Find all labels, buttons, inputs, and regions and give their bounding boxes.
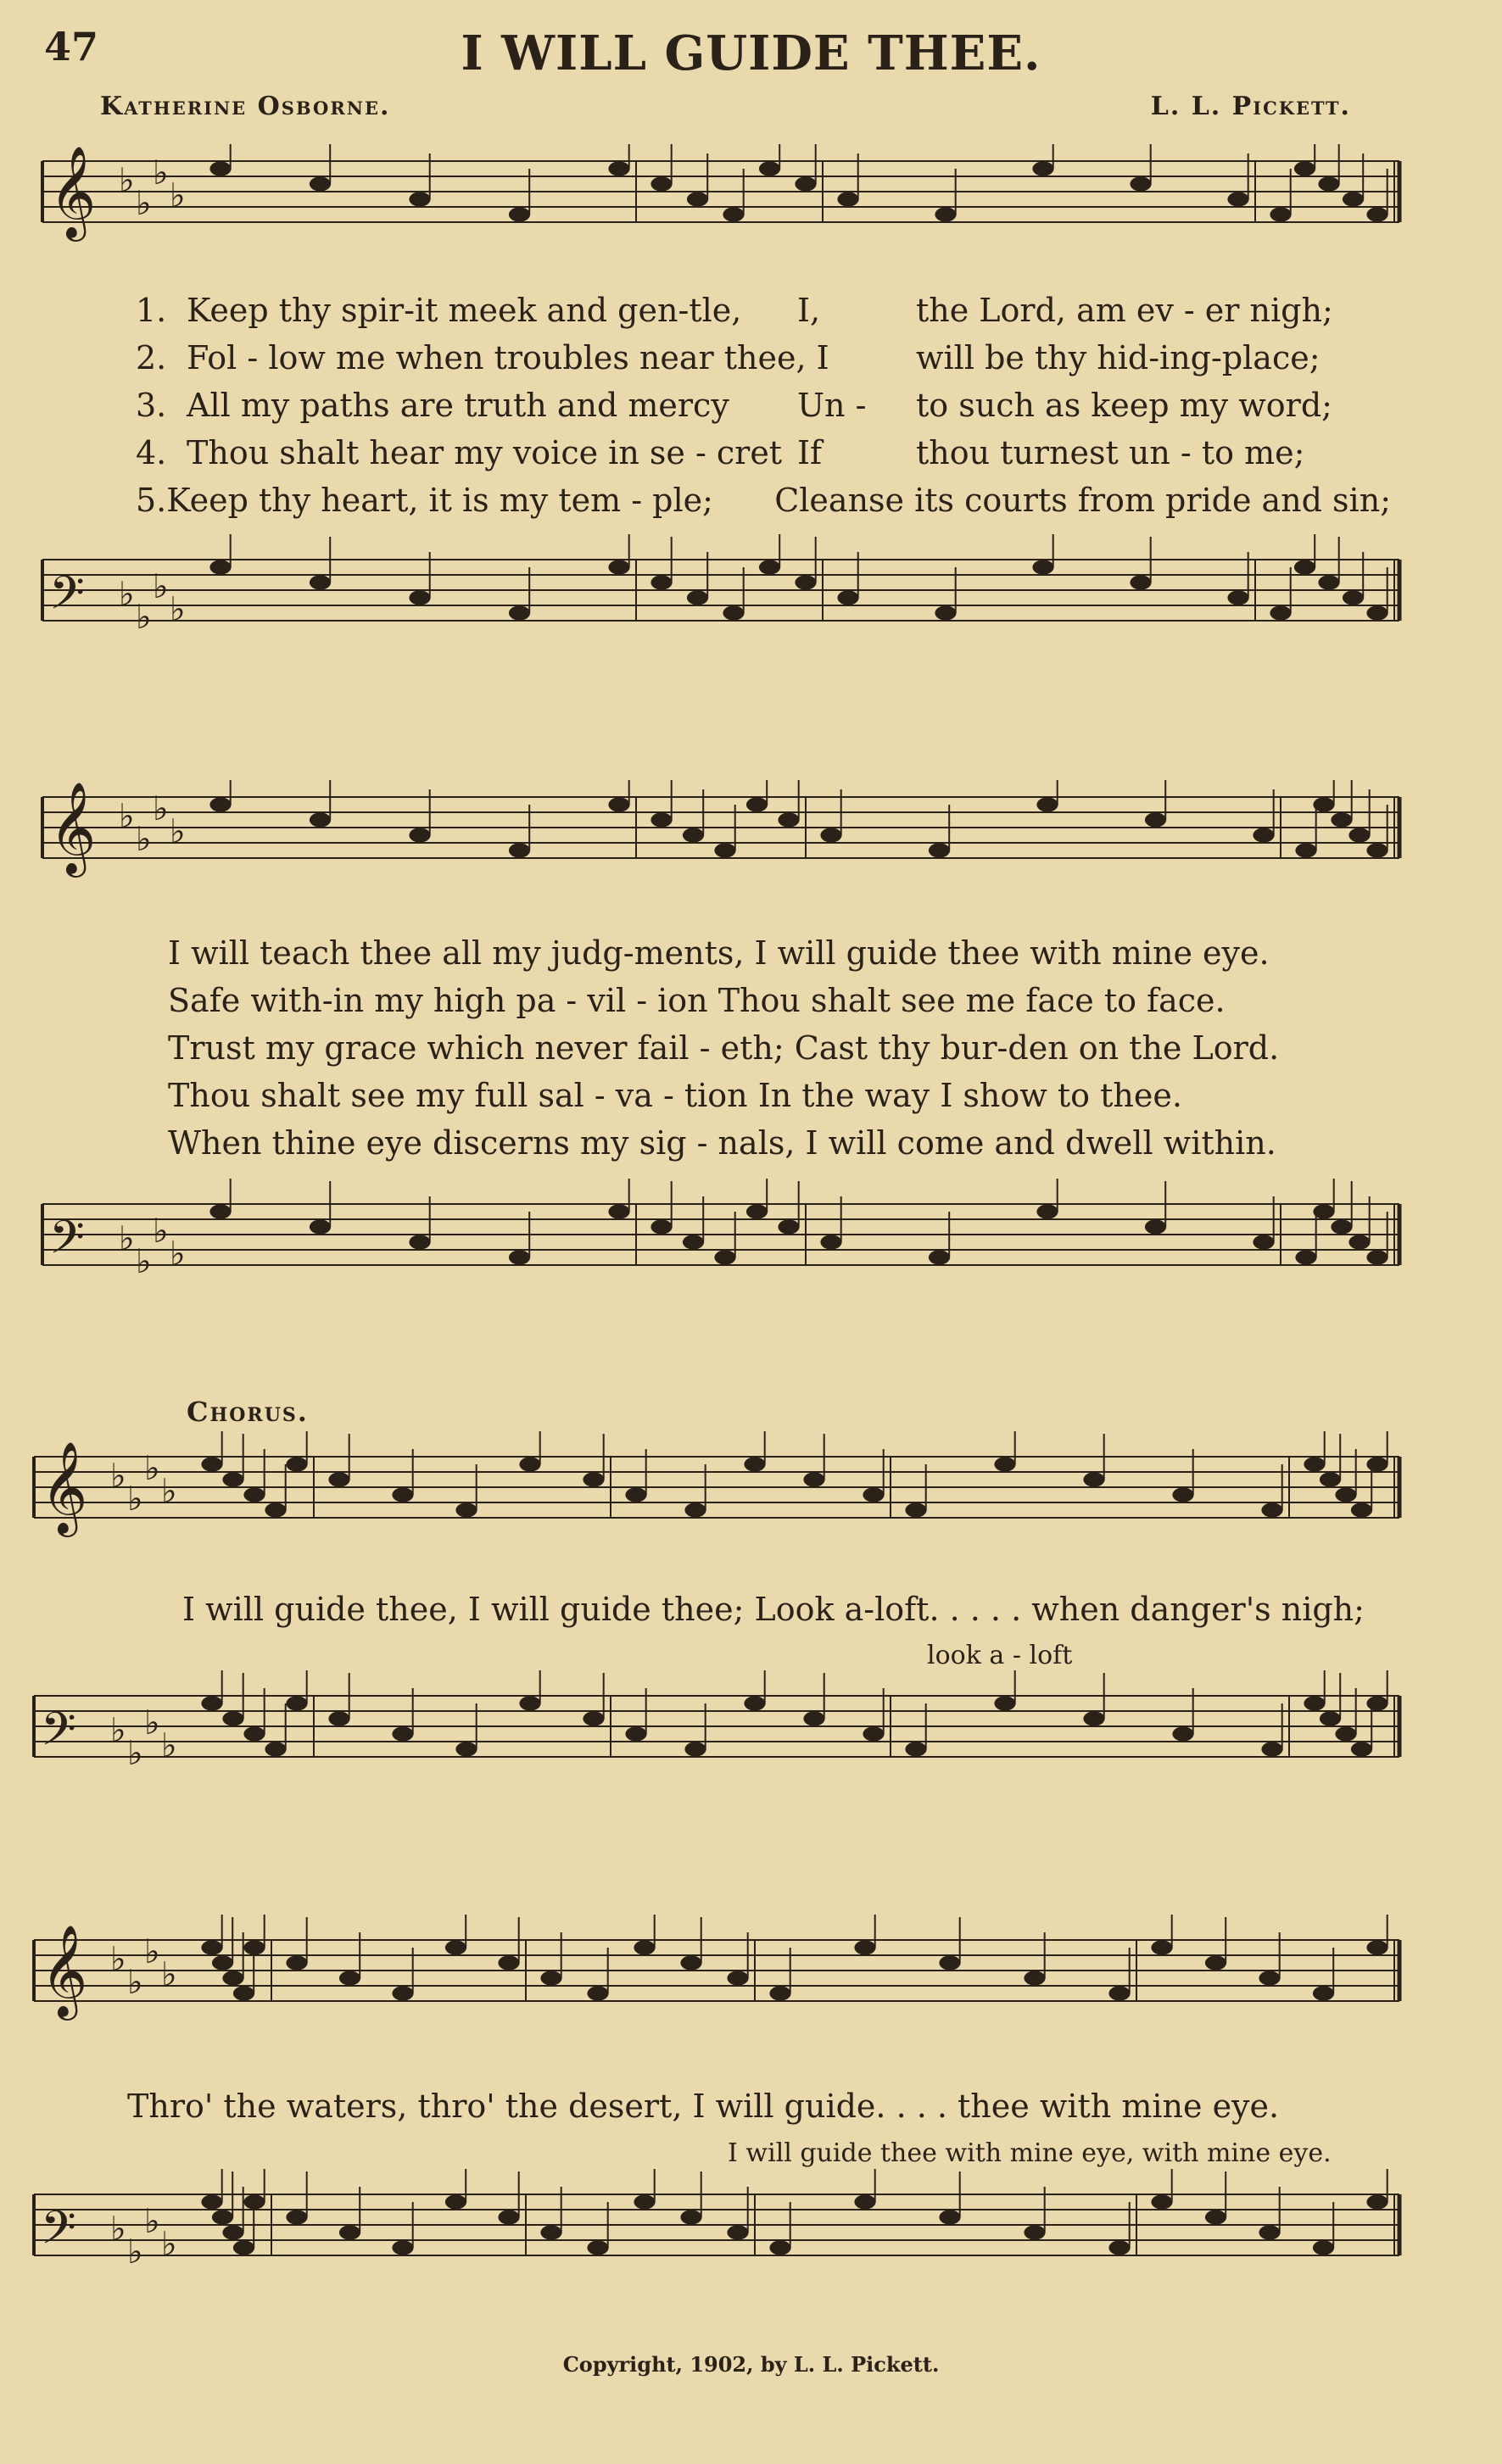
note-head (209, 161, 231, 176)
verse-line (136, 382, 1391, 429)
note-head (1304, 1696, 1325, 1710)
flat-icon: ♭ (110, 1457, 126, 1496)
flat-icon: ♭ (161, 2225, 177, 2264)
note-head (1108, 2240, 1130, 2255)
treble-staff (17, 1431, 1408, 1584)
note-head (1024, 1971, 1045, 1985)
note-head (1366, 843, 1388, 857)
note-head (714, 1250, 735, 1264)
note-head (265, 1742, 286, 1756)
note-head (222, 1711, 243, 1725)
note-head (445, 1940, 466, 1954)
note-head (1151, 1940, 1172, 1954)
note-head (759, 161, 780, 176)
refrain-line: Trust my grace which never fail - eth; Cast thy bur-den on the Lord. (168, 1029, 1280, 1067)
note-head (1304, 1457, 1325, 1471)
note-head (1205, 1955, 1226, 1970)
note-head (455, 1742, 477, 1756)
note-head (687, 590, 708, 605)
note-head (310, 176, 331, 191)
note-head (1172, 1487, 1193, 1502)
note-head (328, 1472, 349, 1486)
note-head (680, 2210, 701, 2224)
note-head (339, 1971, 360, 1985)
note-head (994, 1696, 1015, 1710)
note-head (265, 1502, 286, 1517)
note-head (243, 1940, 265, 1954)
flat-icon: ♭ (170, 1235, 186, 1274)
flat-icon: ♭ (127, 1480, 143, 1519)
flat-icon: ♭ (136, 598, 152, 637)
note-head (929, 843, 950, 857)
verse-number: 1. (136, 292, 167, 329)
verse-text (713, 477, 774, 524)
note-head (1313, 1204, 1334, 1218)
verse-text: Fol - low me when troubles near thee, I (187, 339, 829, 376)
note-head (1331, 812, 1352, 827)
note-head (687, 192, 708, 206)
bass-clef-icon: 𝄢 (49, 1212, 85, 1275)
note-head (1032, 560, 1053, 574)
note-head (863, 1487, 884, 1502)
note-head (392, 2240, 413, 2255)
verse-text: will be thy hid-ing-place; (916, 339, 1321, 376)
flat-icon: ♭ (119, 797, 135, 836)
note-head (1036, 1204, 1058, 1218)
chorus-echo: I will guide thee with mine eye, with mine eye. (728, 2138, 1332, 2168)
verse-text: the Lord, am ev - er nigh; (916, 292, 1333, 329)
note-head (1083, 1472, 1104, 1486)
note-head (795, 176, 816, 191)
note-head (409, 590, 430, 605)
flat-icon: ♭ (127, 1963, 143, 2002)
note-head (1343, 192, 1364, 206)
note-head (409, 828, 430, 842)
verse-line (136, 477, 1391, 524)
verse-text: All my paths are truth and mercy (187, 387, 729, 424)
verse-number: 3. (136, 387, 167, 424)
note-head (820, 828, 841, 842)
note-head (723, 605, 744, 620)
flat-icon: ♭ (119, 161, 135, 200)
note-head (837, 192, 858, 206)
note-head (634, 2194, 655, 2209)
note-head (1024, 2225, 1045, 2239)
note-head (583, 1472, 604, 1486)
flat-icon: ♭ (161, 1726, 177, 1765)
note-head (392, 1726, 413, 1741)
flat-icon: ♭ (110, 2210, 126, 2249)
author-credit: Katherine Osborne. (100, 92, 391, 121)
note-head (286, 1696, 307, 1710)
note-head (1335, 1487, 1356, 1502)
note-head (1151, 2194, 1172, 2209)
note-head (212, 2210, 233, 2224)
flat-icon: ♭ (144, 2202, 160, 2241)
flat-icon: ♭ (127, 1734, 143, 1773)
hymn-title: I WILL GUIDE THEE. (461, 25, 1041, 81)
treble-clef-icon: 𝄞 (49, 146, 97, 238)
note-head (769, 1986, 790, 2000)
verse-text (797, 334, 916, 382)
refrain-block (168, 929, 1381, 1167)
note-head (680, 1955, 701, 1970)
note-head (1295, 1250, 1316, 1264)
flat-icon: ♭ (127, 2233, 143, 2272)
note-head (1320, 1472, 1341, 1486)
note-head (650, 812, 672, 827)
note-head (723, 207, 744, 221)
note-head (310, 575, 331, 589)
flat-icon: ♭ (144, 1932, 160, 1971)
note-head (994, 1457, 1015, 1471)
note-head (233, 1986, 254, 2000)
note-head (746, 797, 768, 811)
verse-text: Keep thy heart, it is my tem - ple; (166, 482, 713, 519)
note-head (625, 1487, 646, 1502)
note-head (540, 2225, 561, 2239)
verse-text: I, (797, 292, 821, 329)
note-head (243, 1487, 265, 1502)
note-head (863, 1726, 884, 1741)
note-head (1366, 1940, 1388, 1954)
note-head (201, 2194, 222, 2209)
note-head (837, 590, 858, 605)
note-head (1036, 797, 1058, 811)
note-head (498, 1955, 519, 1970)
note-head (1259, 2225, 1280, 2239)
note-head (608, 797, 629, 811)
note-head (209, 560, 231, 574)
flat-icon: ♭ (170, 176, 186, 215)
bass-clef-icon: 𝄢 (41, 1703, 76, 1767)
note-head (795, 575, 816, 589)
note-head (1366, 605, 1388, 620)
note-head (519, 1696, 540, 1710)
note-head (1294, 560, 1315, 574)
note-head (310, 1219, 331, 1234)
note-head (243, 1726, 265, 1741)
note-head (1351, 1742, 1372, 1756)
note-head (201, 1940, 222, 1954)
note-head (854, 2194, 875, 2209)
verse-text: Un - (797, 387, 867, 424)
note-head (650, 1219, 672, 1234)
note-head (201, 1457, 222, 1471)
composer-credit: L. L. Pickett. (1150, 92, 1351, 121)
flat-icon: ♭ (161, 1472, 177, 1511)
note-head (608, 560, 629, 574)
note-head (1318, 575, 1339, 589)
note-head (1145, 1219, 1166, 1234)
note-head (209, 1204, 231, 1218)
note-head (286, 2210, 307, 2224)
flat-icon: ♭ (153, 153, 169, 192)
chorus-lyric: Thro' the waters, thro' the desert, I will guide. . . . thee with mine eye. (127, 2088, 1280, 2125)
note-head (455, 1502, 477, 1517)
note-head (519, 1457, 540, 1471)
note-head (1261, 1742, 1282, 1756)
note-head (727, 2225, 748, 2239)
verse-text: thou turnest un - to me; (916, 434, 1305, 471)
note-head (1295, 843, 1316, 857)
refrain-line: Safe with-in my high pa - vil - ion Thou shalt see me face to face. (168, 982, 1226, 1019)
note-head (854, 1940, 875, 1954)
note-head (1253, 1235, 1274, 1249)
treble-staff (25, 780, 1408, 916)
note-head (1253, 828, 1274, 842)
note-head (905, 1742, 926, 1756)
note-head (509, 1250, 530, 1264)
note-head (1205, 2210, 1226, 2224)
flat-icon: ♭ (119, 575, 135, 614)
note-head (625, 1726, 646, 1741)
note-head (608, 1204, 629, 1218)
treble-clef-icon: 𝄞 (49, 782, 97, 874)
note-head (744, 1696, 765, 1710)
note-head (1348, 828, 1370, 842)
note-head (233, 2240, 254, 2255)
flat-icon: ♭ (170, 590, 186, 629)
treble-staff-system-1 (25, 144, 1408, 280)
verse-line (136, 287, 1391, 334)
note-head (714, 843, 735, 857)
bass-staff (17, 2169, 1408, 2339)
note-head (1227, 192, 1248, 206)
treble-clef-icon: 𝄞 (41, 1925, 88, 2017)
refrain-line: Thou shalt see my full sal - va - tion In the way I show to thee. (168, 1077, 1182, 1114)
note-head (222, 1971, 243, 1985)
verse-text: If (797, 434, 823, 471)
note-head (243, 2194, 265, 2209)
note-head (820, 1235, 841, 1249)
note-head (683, 1235, 704, 1249)
flat-icon: ♭ (144, 1449, 160, 1488)
note-head (1259, 1971, 1280, 1985)
note-head (286, 1457, 307, 1471)
note-head (1335, 1726, 1356, 1741)
note-head (1343, 590, 1364, 605)
note-head (1130, 176, 1151, 191)
note-head (683, 828, 704, 842)
note-head (310, 812, 331, 827)
note-head (1145, 812, 1166, 827)
note-head (445, 2194, 466, 2209)
note-head (409, 192, 430, 206)
bass-staff-system-2 (25, 1179, 1408, 1348)
note-head (1313, 2240, 1334, 2255)
note-head (1270, 207, 1291, 221)
chorus-label: Chorus. (187, 1396, 309, 1428)
note-head (769, 2240, 790, 2255)
bass-staff-system-4 (17, 2169, 1408, 2339)
note-head (1172, 1726, 1193, 1741)
note-head (212, 1955, 233, 1970)
note-head (744, 1457, 765, 1471)
treble-staff-system-3 (17, 1431, 1408, 1584)
note-head (286, 1955, 307, 1970)
note-head (392, 1487, 413, 1502)
note-head (1318, 176, 1339, 191)
refrain-line: I will teach thee all my judg-ments, I will guide thee with mine eye. (168, 934, 1270, 972)
note-head (1083, 1711, 1104, 1725)
note-head (1313, 1986, 1334, 2000)
treble-clef-icon: 𝄞 (41, 1441, 88, 1534)
note-head (1366, 1250, 1388, 1264)
verse-text: to such as keep my word; (916, 387, 1332, 424)
note-head (1351, 1502, 1372, 1517)
verse-text: Cleanse its courts from pride and sin; (774, 482, 1391, 519)
copyright-notice: Copyright, 1902, by L. L. Pickett. (562, 2352, 940, 2377)
chorus-lyric: I will guide thee, I will guide thee; Look a-loft. . . . . when danger's nigh; (182, 1591, 1365, 1628)
note-head (583, 1711, 604, 1725)
note-head (509, 605, 530, 620)
note-head (209, 797, 231, 811)
bass-clef-icon: 𝄢 (41, 2202, 76, 2266)
note-head (1261, 1502, 1282, 1517)
verse-line (136, 334, 1391, 382)
note-head (1294, 161, 1315, 176)
treble-staff-system-2 (25, 780, 1408, 916)
note-head (727, 1971, 748, 1985)
note-head (803, 1472, 824, 1486)
note-head (222, 1472, 243, 1486)
bass-clef-icon: 𝄢 (49, 567, 85, 631)
flat-icon: ♭ (153, 789, 169, 828)
note-head (634, 1940, 655, 1954)
note-head (935, 605, 956, 620)
verse-number: 4. (136, 434, 167, 471)
refrain-line: When thine eye discerns my sig - nals, I will come and dwell within. (168, 1124, 1276, 1162)
note-head (339, 2225, 360, 2239)
bass-staff (25, 1179, 1408, 1348)
flat-icon: ♭ (110, 1940, 126, 1979)
note-head (498, 2210, 519, 2224)
note-head (684, 1502, 706, 1517)
treble-staff-system-4 (17, 1915, 1408, 2076)
note-head (1130, 575, 1151, 589)
note-head (222, 2225, 243, 2239)
note-head (1331, 1219, 1352, 1234)
note-head (1313, 797, 1334, 811)
note-head (905, 1502, 926, 1517)
note-head (759, 560, 780, 574)
note-head (1366, 1457, 1388, 1471)
note-head (1366, 207, 1388, 221)
note-head (939, 2210, 960, 2224)
chorus-echo: look a - loft (927, 1641, 1073, 1670)
note-head (328, 1711, 349, 1725)
note-head (684, 1742, 706, 1756)
note-head (803, 1711, 824, 1725)
treble-staff (17, 1915, 1408, 2076)
note-head (540, 1971, 561, 1985)
note-head (929, 1250, 950, 1264)
verse-block (136, 287, 1391, 524)
verse-number: 5. (136, 482, 167, 519)
note-head (1348, 1235, 1370, 1249)
note-head (1270, 605, 1291, 620)
flat-icon: ♭ (136, 184, 152, 223)
page-number: 47 (44, 24, 99, 70)
note-head (1366, 2194, 1388, 2209)
note-head (935, 207, 956, 221)
note-head (1032, 161, 1053, 176)
note-head (650, 575, 672, 589)
note-head (939, 1955, 960, 1970)
verse-line (136, 429, 1391, 477)
flat-icon: ♭ (153, 567, 169, 606)
note-head (587, 2240, 608, 2255)
flat-icon: ♭ (119, 1219, 135, 1258)
note-head (608, 161, 629, 176)
note-head (1366, 1696, 1388, 1710)
verse-text: Keep thy spir-it meek and gen-tle, (187, 292, 742, 329)
bass-staff-system-1 (25, 534, 1408, 687)
flat-icon: ♭ (161, 1955, 177, 1994)
note-head (1108, 1986, 1130, 2000)
bass-staff (17, 1670, 1408, 1840)
note-head (778, 812, 799, 827)
verse-text: Thou shalt hear my voice in se - cret (187, 434, 783, 471)
verse-number: 2. (136, 339, 167, 376)
note-head (509, 843, 530, 857)
flat-icon: ♭ (136, 1242, 152, 1281)
flat-icon: ♭ (136, 820, 152, 859)
note-head (409, 1235, 430, 1249)
bass-staff-system-3 (17, 1670, 1408, 1840)
note-head (392, 1986, 413, 2000)
note-head (201, 1696, 222, 1710)
note-head (1320, 1711, 1341, 1725)
treble-staff (25, 144, 1408, 280)
flat-icon: ♭ (153, 1212, 169, 1251)
note-head (746, 1204, 768, 1218)
note-head (1227, 590, 1248, 605)
flat-icon: ♭ (170, 812, 186, 851)
note-head (587, 1986, 608, 2000)
note-head (509, 207, 530, 221)
flat-icon: ♭ (110, 1711, 126, 1750)
note-head (778, 1219, 799, 1234)
flat-icon: ♭ (144, 1703, 160, 1742)
note-head (650, 176, 672, 191)
bass-staff (25, 534, 1408, 687)
